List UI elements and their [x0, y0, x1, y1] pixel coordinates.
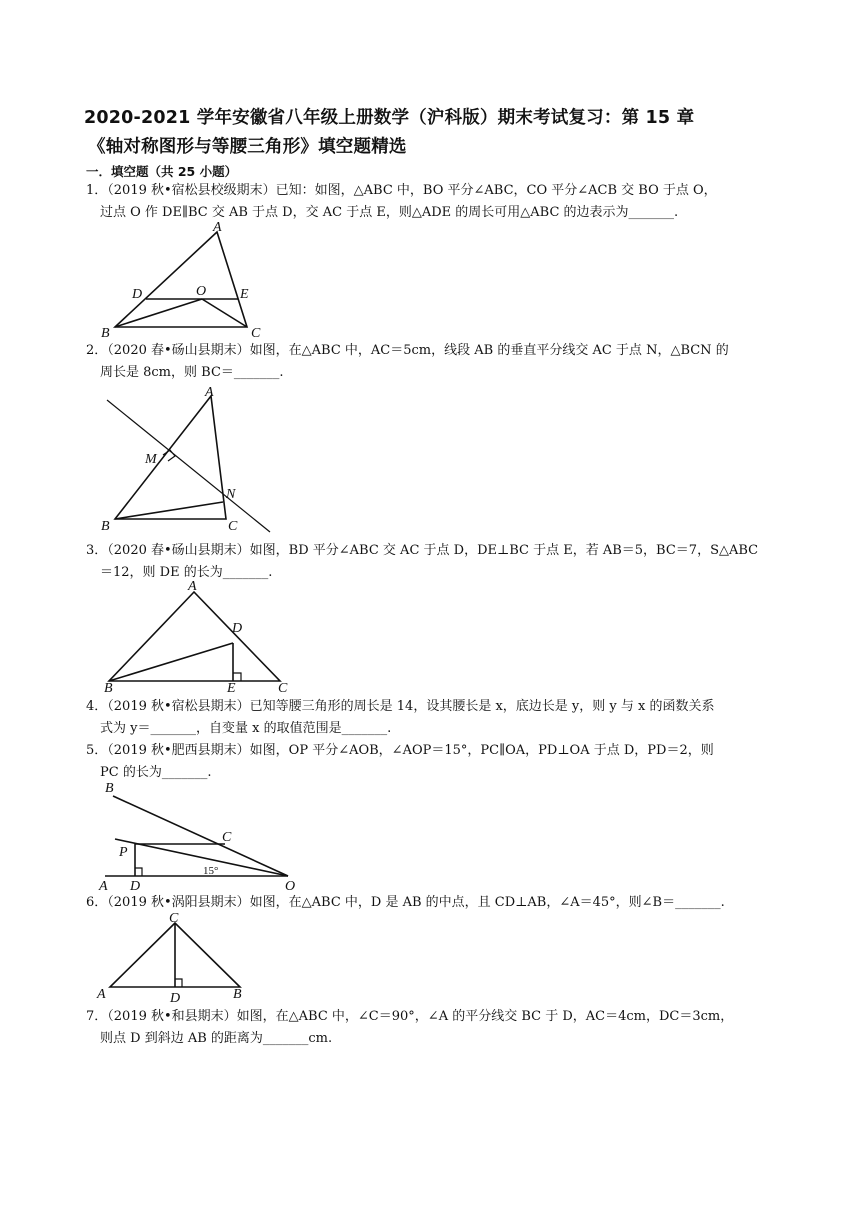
- question-7-line-2: 则点 D 到斜边 AB 的距离为_______cm.: [100, 1031, 333, 1046]
- fig5-label-D: D: [130, 879, 141, 894]
- fig6-label-C: C: [169, 911, 179, 926]
- question-5-line-1: 5．（2019 秋•肥西县期末）如图，OP 平分∠AOB，∠AOP＝15°，PC∥OA，PD⊥OA 于点 D，PD＝2，则: [86, 743, 714, 758]
- question-7-line-1: 7．（2019 秋•和县期末）如图，在△ABC 中，∠C＝90°，∠A 的平分线交 BC 于 D，AC＝4cm，DC＝3cm，: [86, 1009, 734, 1024]
- question-1: [86, 180, 786, 224]
- fig5-label-angle: 15°: [203, 865, 219, 877]
- question-4-line-2: 式为 y＝_______，自变量 x 的取值范围是_______.: [100, 721, 392, 736]
- fig6-label-A: A: [97, 987, 106, 1002]
- question-2-line-1: 2．（2020 春•砀山县期末）如图，在△ABC 中，AC＝5cm，线段 AB 的垂直平分线交 AC 于点 N，△BCN 的: [86, 343, 729, 358]
- fig5-label-C: C: [222, 830, 232, 845]
- section-heading: 一．填空题（共 25 小题）: [86, 164, 238, 179]
- fig1-label-B: B: [101, 326, 110, 341]
- question-6-line-1: 6．（2019 秋•涡阳县期末）如图，在△ABC 中，D 是 AB 的中点，且 CD⊥AB，∠A＝45°，则∠B＝_______.: [86, 895, 725, 910]
- fig1-label-A: A: [213, 220, 222, 235]
- fig2-label-C: C: [228, 519, 238, 534]
- fig5-label-A: A: [99, 879, 108, 894]
- document-title: [84, 104, 784, 162]
- figure-2: [95, 385, 285, 535]
- figure-5: [95, 778, 310, 893]
- figure-1: [95, 220, 285, 345]
- question-4: [86, 696, 786, 740]
- question-3: [86, 540, 786, 584]
- fig5-label-O: O: [285, 879, 296, 894]
- question-1-line-1: 1．（2019 秋•宿松县校级期末）已知：如图，△ABC 中，BO 平分∠ABC，CO 平分∠ACB 交 BO 于点 O，: [86, 183, 717, 198]
- fig1-label-C: C: [251, 326, 261, 341]
- figure-3: [95, 580, 305, 695]
- fig3-label-E: E: [227, 681, 236, 696]
- question-2-line-2: 周长是 8cm，则 BC＝_______.: [100, 365, 284, 380]
- question-3-line-1: 3．（2020 春•砀山县期末）如图，BD 平分∠ABC 交 AC 于点 D，DE⊥BC 于点 E，若 AB＝5，BC＝7，S△ABC: [86, 543, 759, 558]
- fig5-label-P: P: [119, 845, 128, 860]
- question-5-line-2: PC 的长为_______.: [100, 765, 212, 780]
- fig2-label-N: N: [226, 487, 236, 502]
- title-line-2: 《轴对称图形与等腰三角形》填空题精选: [88, 137, 407, 157]
- figure-6: [93, 910, 253, 1005]
- fig6-label-B: B: [233, 987, 242, 1002]
- title-line-1: 2020-2021 学年安徽省八年级上册数学（沪科版）期末考试复习：第 15 章: [84, 108, 695, 128]
- fig6-label-D: D: [170, 991, 181, 1006]
- fig2-label-M: M: [145, 452, 157, 467]
- fig3-label-C: C: [278, 681, 288, 696]
- question-7: [86, 1006, 786, 1050]
- fig1-label-O: O: [196, 284, 207, 299]
- question-3-line-2: ＝12，则 DE 的长为_______.: [100, 565, 273, 580]
- fig3-label-A: A: [188, 579, 197, 594]
- question-2: [86, 340, 786, 384]
- fig2-label-B: B: [101, 519, 110, 534]
- fig5-label-B: B: [105, 781, 114, 796]
- fig1-label-E: E: [240, 287, 249, 302]
- question-1-line-2: 过点 O 作 DE∥BC 交 AB 于点 D，交 AC 于点 E，则△ADE 的周长可用△ABC 的边表示为_______.: [100, 205, 679, 220]
- question-4-line-1: 4．（2019 秋•宿松县期末）已知等腰三角形的周长是 14，设其腰长是 x，底边长是 y，则 y 与 x 的函数关系: [86, 699, 715, 714]
- fig2-label-A: A: [205, 385, 214, 400]
- fig1-label-D: D: [132, 287, 143, 302]
- fig3-label-B: B: [104, 681, 113, 696]
- fig3-label-D: D: [232, 621, 243, 636]
